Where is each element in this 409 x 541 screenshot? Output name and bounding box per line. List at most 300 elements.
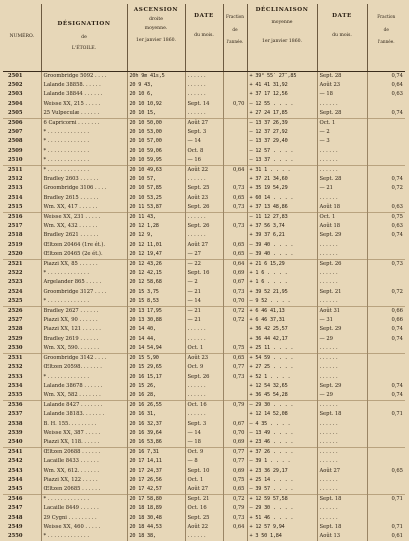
ra-date: — 21 [185,316,223,325]
dec-date: Août 13 [317,532,367,541]
row-number: 2524 [3,288,41,297]
star-designation: Wm. XX, 582 . . . . . . . [41,391,127,401]
declination: + 1 6 . . . . [247,269,317,278]
ra-year-fraction: 0,77 [223,457,247,466]
ra-year-fraction: 0,65 [223,354,247,364]
dec-date: . . . . . . [317,344,367,354]
dec-year-fraction: 0,65 [367,467,405,476]
right-ascension: 20 16 26,55 [127,401,185,411]
ra-year-fraction: 0,64 [223,523,247,532]
star-designation: Piazzi XX, 118. . . . . . [41,438,127,448]
table-row [3,184,405,193]
ra-year-fraction [223,391,247,401]
ra-date: . . . . . . [185,410,223,419]
table-row [3,325,405,334]
row-number: 2536 [3,401,41,411]
right-ascension: 20 13 30,88 [127,316,185,325]
dec-date: . . . . . . [317,438,367,448]
row-number: 2512 [3,175,41,184]
declination: + 39° 55′ 27″,85 [247,72,317,82]
dec-year-fraction [367,137,405,146]
right-ascension: 20 15 3,75 [127,288,185,297]
dec-year-fraction [367,156,405,166]
declination: — 29 30 . . . . [247,504,317,513]
row-number: 2506 [3,119,41,129]
dec-date: — 31 [317,316,367,325]
star-designation: Wm. XX, 590. . . . . . . [41,344,127,354]
row-number: 2518 [3,231,41,240]
dec-year-fraction: 0,72 [367,184,405,193]
right-ascension: 20 17 14,11 [127,457,185,466]
ra-year-fraction [223,156,247,166]
dec-date: — 21 [317,184,367,193]
dec-date: . . . . . . [317,373,367,382]
row-number: 2550 [3,532,41,541]
declination: + 37 56 3,74 [247,222,317,231]
ra-year-fraction: 0,70 [223,297,247,307]
dec-date: . . . . . . [317,241,367,250]
ra-date: — 22 [185,260,223,270]
dec-date: . . . . . . [317,100,367,109]
dec-year-fraction [367,504,405,513]
table-row [3,72,405,82]
star-designation: Wm. XX, 612. . . . . . . [41,467,127,476]
ra-date: Sept. 10 [185,467,223,476]
dec-year-fraction: 0,74 [367,391,405,401]
dec-year-fraction [367,100,405,109]
row-number: 2501 [3,72,41,82]
star-designation: Piazzi XX, 90 . . . . . . [41,316,127,325]
ra-date: . . . . . . [185,532,223,541]
ra-date: . . . . . . [185,391,223,401]
table-row [3,401,405,411]
star-designation: Lacaille 8449 . . . . . . [41,504,127,513]
ra-year-fraction [223,231,247,240]
ra-date: Oct. 1 [185,344,223,354]
ra-year-fraction: 0,67 [223,420,247,429]
row-number: 2548 [3,514,41,523]
row-number: 2525 [3,297,41,307]
ra-date: . . . . . . [185,231,223,240]
declination: + 6 46 41,13 [247,307,317,317]
dec-date: Sept. 21 [317,288,367,297]
table-row [3,81,405,90]
header-date: DATE du mois. [185,4,223,72]
ra-year-fraction [223,128,247,137]
right-ascension: 20 18 38, [127,532,185,541]
table-row [3,128,405,137]
row-number: 2513 [3,184,41,193]
declination: + 36 42 25,57 [247,325,317,334]
table-row [3,363,405,372]
dec-year-fraction: 0,71 [367,523,405,532]
right-ascension: 20 13 17,95 [127,307,185,317]
right-ascension: 20 14 44, [127,335,185,344]
dec-date: Août 23 [317,81,367,90]
right-ascension: 20 10 57,00 [127,137,185,146]
declination: + 54 59 . . . . [247,354,317,364]
star-designation: Piazzi XX, 85 . . . . . . [41,260,127,270]
table-row [3,231,405,240]
declination: + 39 37 6,21 [247,231,317,240]
declination: + 37 17 12,56 [247,90,317,99]
ra-date: — 27 [185,250,223,260]
ra-date: . . . . . . [185,213,223,223]
ra-date: Oct. 1 [185,476,223,485]
header-frac: Fraction de l'année. [223,4,247,72]
ra-date: Sept. 16 [185,269,223,278]
row-number: 2527 [3,316,41,325]
row-number: 2535 [3,391,41,401]
dec-year-fraction [367,344,405,354]
star-designation: Œltzen 20688 . . . . . . [41,448,127,458]
table-row [3,260,405,270]
star-designation: B. H. 155. . . . . . . . . [41,420,127,429]
row-number: 2521 [3,260,41,270]
table-row [3,438,405,448]
ra-year-fraction: 0,70 [223,100,247,109]
dec-year-fraction [367,147,405,156]
right-ascension: 20 11 53,87 [127,203,185,213]
ra-date: Sept. 21 [185,495,223,505]
ra-date: Oct. 16 [185,504,223,513]
dec-date: . . . . . . [317,147,367,156]
dec-date: Oct. 1 [317,213,367,223]
ra-date: Sept. 3 [185,420,223,429]
right-ascension: 20 16 39,64 [127,429,185,438]
dec-date: Août 18 [317,203,367,213]
right-ascension: 20 15 5,90 [127,354,185,364]
declination: — 12 57 . . . . [247,147,317,156]
dec-year-fraction [367,241,405,250]
ra-year-fraction: 0,65 [223,250,247,260]
ra-date: . . . . . . [185,72,223,82]
ra-year-fraction: 0,75 [223,344,247,354]
ra-year-fraction [223,325,247,334]
dec-date: . . . . . . [317,514,367,523]
dec-year-fraction [367,278,405,287]
star-designation: Groombridge 3142 . . . . [41,354,127,364]
table-row [3,250,405,260]
row-number: 2515 [3,203,41,213]
dec-date: . . . . . . [317,485,367,495]
table-row [3,100,405,109]
header-frac2: Fraction de l'année. [367,4,405,72]
ra-date: . . . . . . [185,325,223,334]
dec-year-fraction [367,429,405,438]
right-ascension: 20 9 43, [127,81,185,90]
row-number: 2539 [3,429,41,438]
ra-year-fraction: 0,69 [223,269,247,278]
declination: + 3 50 1,84 [247,532,317,541]
table-row [3,307,405,317]
declination: + 51 46 . . . . [247,514,317,523]
star-designation: * . . . . . . . . . . . . . [41,297,127,307]
dec-year-fraction: 0,63 [367,222,405,231]
star-designation: Bradley 2627 . . . . . . [41,307,127,317]
ra-year-fraction: 0,64 [223,260,247,270]
right-ascension: 20 12 42,15 [127,269,185,278]
right-ascension: 20 16 53,86 [127,438,185,448]
table-row [3,166,405,176]
row-number: 2534 [3,382,41,391]
dec-date: Oct. 1 [317,119,367,129]
dec-year-fraction [367,250,405,260]
right-ascension: 20 10 6, [127,90,185,99]
ra-date: Sept. 14 [185,100,223,109]
declination: + 23 46 . . . . [247,438,317,448]
star-designation: Groombridge 3127 . . . . [41,288,127,297]
star-designation: * . . . . . . . . . . . . . [41,137,127,146]
ra-date: Août 22 [185,523,223,532]
declination: + 25 11 . . . . [247,344,317,354]
declination: + 35 19 54,29 [247,184,317,193]
row-number: 2526 [3,307,41,317]
row-number: 2514 [3,194,41,203]
table-row [3,194,405,203]
ra-year-fraction: 0,64 [223,166,247,176]
row-number: 2523 [3,278,41,287]
table-row [3,316,405,325]
row-number: 2531 [3,354,41,364]
table-row [3,382,405,391]
declination: — 13 49 . . . . [247,429,317,438]
star-designation: 29 Cygni . . . . . . . . . [41,514,127,523]
declination: + 37 26 . . . . [247,448,317,458]
dec-year-fraction: 0,63 [367,90,405,99]
dec-year-fraction: 0,72 [367,288,405,297]
table-row [3,344,405,354]
declination: + 36 44 42,17 [247,335,317,344]
table-row [3,410,405,419]
dec-year-fraction [367,485,405,495]
dec-year-fraction [367,269,405,278]
dec-date: Sept. 28 [317,109,367,119]
dec-date: . . . . . . [317,504,367,513]
declination: — 39 40 . . . . [247,241,317,250]
right-ascension: 20 10 10,92 [127,100,185,109]
ra-date: Sept. 26 [185,203,223,213]
dec-year-fraction: 0,74 [367,325,405,334]
ra-year-fraction: 0,73 [223,184,247,193]
dec-year-fraction [367,420,405,429]
right-ascension: 20 12 1,28 [127,222,185,231]
star-designation: Weisse XX, 215 . . . . . [41,100,127,109]
right-ascension: 20 10 57, [127,175,185,184]
row-number: 2504 [3,100,41,109]
header-num: NUMÉRO. [3,4,41,72]
star-designation: Groombridge 5092 . . . . [41,72,127,82]
star-designation: Weisse XX, 231 . . . . . [41,213,127,223]
star-designation: * . . . . . . . . . . . . . [41,269,127,278]
ra-year-fraction [223,137,247,146]
row-number: 2537 [3,410,41,419]
right-ascension: 20 10 53,00 [127,128,185,137]
ra-year-fraction: 0,73 [223,514,247,523]
ra-year-fraction: 0,77 [223,363,247,372]
dec-year-fraction: 0,75 [367,213,405,223]
dec-date: — 29 [317,391,367,401]
dec-date: — 18 [317,90,367,99]
ra-date: Août 23 [185,194,223,203]
ra-year-fraction: 0,77 [223,448,247,458]
dec-year-fraction [367,363,405,372]
right-ascension: 20 17 26,56 [127,476,185,485]
right-ascension: 20 14 54,94 [127,344,185,354]
right-ascension: 20 15 8,53 [127,297,185,307]
star-designation: Œltzen 20465 (2e ét.). [41,250,127,260]
ra-year-fraction [223,72,247,82]
dec-year-fraction: 0,73 [367,260,405,270]
dec-date: . . . . . . [317,457,367,466]
declination: — 39 1 . . . . [247,457,317,466]
ra-date: — 14 [185,297,223,307]
dec-date: . . . . . . [317,448,367,458]
table-row [3,222,405,231]
dec-date: Sept. 29 [317,382,367,391]
star-designation: Lalande 38858. . . . . . [41,81,127,90]
table-row [3,391,405,401]
ra-year-fraction: 0,72 [223,495,247,505]
dec-year-fraction: 0,63 [367,203,405,213]
ra-year-fraction: 0,73 [223,373,247,382]
ra-date: — 14 [185,137,223,146]
row-number: 2509 [3,147,41,156]
table-row [3,429,405,438]
table-row [3,420,405,429]
declination: — 39 40 . . . . [247,250,317,260]
ra-date: . . . . . . [185,175,223,184]
table-row [3,514,405,523]
dec-year-fraction [367,119,405,129]
dec-year-fraction: 0,66 [367,307,405,317]
dec-year-fraction: 0,61 [367,532,405,541]
declination: — 11 12 27,83 [247,213,317,223]
right-ascension: 20 12 43,26 [127,260,185,270]
ra-date: Oct. 16 [185,401,223,411]
star-designation: * . . . . . . . . . . . . . [41,373,127,382]
row-number: 2511 [3,166,41,176]
table-row [3,288,405,297]
star-designation: * . . . . . . . . . . . . . [41,156,127,166]
ra-date: . . . . . . [185,109,223,119]
dec-year-fraction [367,514,405,523]
row-number: 2545 [3,485,41,495]
declination: + 12 54 32,65 [247,382,317,391]
declination: — 13 37 29,40 [247,137,317,146]
star-designation: Lalande 38678 . . . . . . [41,382,127,391]
ra-date: — 21 [185,288,223,297]
row-number: 2540 [3,438,41,448]
star-designation: Bradley 2615 . . . . . . [41,194,127,203]
star-designation: Bradley 2621 . . . . . . [41,231,127,240]
right-ascension: 20 17 24,37 [127,467,185,476]
ra-date: — 18 [185,438,223,448]
table-row [3,467,405,476]
star-designation: Bradley 2619 . . . . . . [41,335,127,344]
table-row [3,476,405,485]
right-ascension: 20 12 58,68 [127,278,185,287]
table-row [3,354,405,364]
ra-year-fraction: 0,65 [223,194,247,203]
table-row [3,203,405,213]
ra-date: Sept. 26 [185,373,223,382]
dec-date: Sept. 29 [317,325,367,334]
ra-year-fraction: 0,65 [223,241,247,250]
ra-year-fraction [223,90,247,99]
star-designation: Œltzen 20598. . . . . . . [41,363,127,372]
row-number: 2544 [3,476,41,485]
dec-date: . . . . . . [317,269,367,278]
dec-year-fraction: 0,74 [367,231,405,240]
declination: — 9 52 . . . . [247,297,317,307]
dec-date: . . . . . . [317,194,367,203]
dec-date: — 3 [317,137,367,146]
ra-year-fraction: 0,73 [223,288,247,297]
header-date2: DATE du mois. [317,4,367,72]
table-row [3,495,405,505]
star-designation: Argelander 865 . . . . . [41,278,127,287]
row-number: 2529 [3,335,41,344]
row-number: 2533 [3,373,41,382]
dec-date: — 2 [317,128,367,137]
declination: — 12 55 . . . . [247,100,317,109]
ra-date: — 2 [185,278,223,287]
declination: + 21 6 15,29 [247,260,317,270]
dec-date: Sept. 29 [317,231,367,240]
declination: + 27 24 17,85 [247,109,317,119]
dec-year-fraction [367,448,405,458]
row-number: 2541 [3,448,41,458]
dec-year-fraction [367,373,405,382]
table-row [3,278,405,287]
dec-date: — 29 [317,335,367,344]
ra-year-fraction: 0,75 [223,476,247,485]
dec-date: Août 18 [317,222,367,231]
dec-date: . . . . . . [317,297,367,307]
right-ascension: 20 16 31, [127,410,185,419]
declination: + 12 14 52,08 [247,410,317,419]
ra-year-fraction: 0,72 [223,316,247,325]
dec-date: Sept. 18 [317,495,367,505]
star-designation: Lalande 8427 . . . . . . . [41,401,127,411]
dec-year-fraction: 0,74 [367,72,405,82]
dec-year-fraction: 0,71 [367,410,405,419]
ra-year-fraction: 0,69 [223,467,247,476]
declination: — 29 30 . . . . [247,401,317,411]
star-designation: Œltzen 20464 (1re ét.). [41,241,127,250]
ra-date: — 21 [185,307,223,317]
header-name: DÉSIGNATION de L'ÉTOILE. [41,4,127,72]
right-ascension: 20 18 30,48 [127,514,185,523]
star-designation: Lalande 38844 . . . . . . [41,90,127,99]
dec-year-fraction [367,438,405,448]
star-catalog-table [3,4,405,541]
row-number: 2517 [3,222,41,231]
right-ascension: 20 17 58,80 [127,495,185,505]
ra-date: Sept. 25 [185,184,223,193]
row-number: 2543 [3,467,41,476]
row-number: 2502 [3,81,41,90]
star-designation: Piazzi XX, 122 . . . . . [41,476,127,485]
dec-year-fraction: 0,66 [367,316,405,325]
header-ra: ASCENSION droite moyenne. 1er janvier 1860. [127,4,185,72]
table-row [3,156,405,166]
star-designation: Piazzi XX, 121 . . . . . . [41,325,127,334]
star-designation: Œltzen 20685 . . . . . . [41,485,127,495]
dec-date: Sept. 18 [317,523,367,532]
ra-year-fraction: 0,73 [223,203,247,213]
